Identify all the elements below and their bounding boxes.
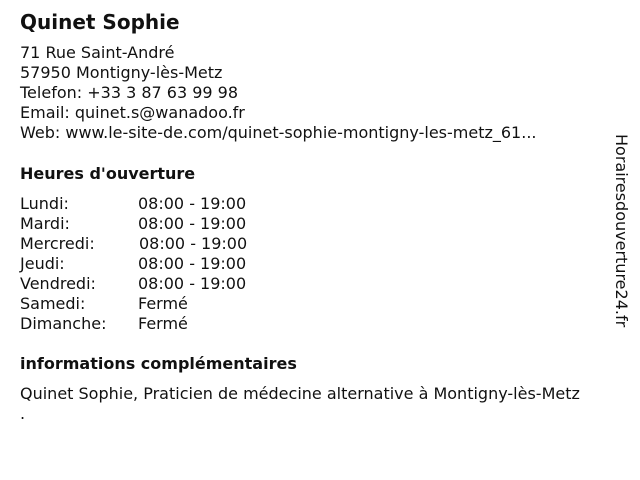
site-watermark: Horairesdouverture24.fr: [612, 134, 631, 328]
day-hours: 08:00 - 19:00: [138, 274, 247, 293]
web-row: [20, 123, 536, 143]
email-label: Email:: [20, 103, 75, 122]
day-label: Samedi:: [20, 294, 86, 313]
day-label: Mercredi:: [20, 234, 95, 253]
day-label: Dimanche:: [20, 314, 107, 333]
web-label: Web:: [20, 123, 66, 142]
contact-block: [20, 43, 536, 143]
address-line-city: 57950 Montigny-lès-Metz: [20, 63, 223, 82]
email-row: [20, 103, 536, 123]
opening-hours-heading: Heures d'ouverture: [20, 164, 196, 183]
day-hours: 08:00 - 19:00: [138, 214, 247, 233]
business-name: Quinet Sophie: [20, 10, 180, 34]
business-description: [20, 384, 632, 424]
day-hours: Fermé: [138, 314, 188, 333]
day-label: Jeudi:: [20, 254, 65, 273]
web-link[interactable]: www.le-site-de.com/quinet-sophie-montigny-les-metz_61...: [65, 123, 537, 142]
day-hours: Fermé: [138, 294, 188, 313]
description-line-end: .: [20, 404, 26, 423]
day-hours: 08:00 - 19:00: [138, 194, 247, 213]
email-link[interactable]: quinet.s@wanadoo.fr: [74, 103, 245, 122]
address-line-street: 71 Rue Saint-André: [20, 43, 175, 62]
description-line: Quinet Sophie, Praticien de médecine alternative à Montigny-lès-Metz: [20, 384, 580, 403]
day-label: Vendredi:: [20, 274, 96, 293]
additional-info-heading: informations complémentaires: [20, 354, 297, 373]
day-label: Mardi:: [20, 214, 70, 233]
day-hours: 08:00 - 19:00: [138, 254, 247, 273]
day-label: Lundi:: [20, 194, 69, 213]
phone-text: Telefon: +33 3 87 63 99 98: [20, 83, 239, 102]
day-hours: 08:00 - 19:00: [139, 234, 248, 253]
